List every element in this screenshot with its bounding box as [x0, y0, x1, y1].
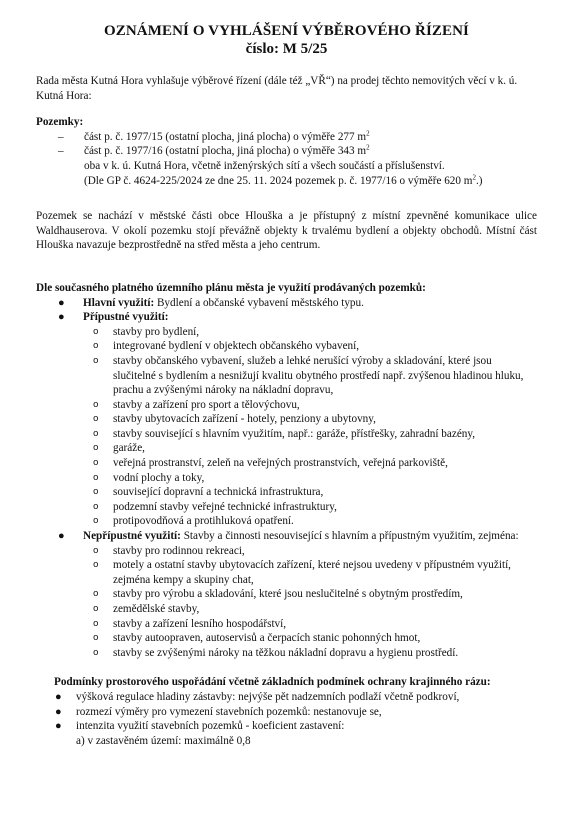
- forbidden-use-item: ● Nepřípustné využití: Stavby a činnosti nesouvisející s hlavním a přípustným využitím, zejména:: [58, 530, 519, 543]
- allowed-use-item: ● Přípustné využití:: [58, 311, 169, 324]
- bullet-icon: ●: [55, 690, 62, 703]
- document-number: číslo: M 5/25: [245, 41, 328, 57]
- circle-bullet-icon: o: [93, 341, 99, 352]
- conditions-list: [36, 690, 537, 734]
- list-item: o stavby a zařízení lesního hospodářství,: [93, 617, 287, 630]
- list-item: o garáže,: [93, 442, 145, 455]
- forbidden-use-list: [36, 544, 537, 661]
- plots-gp-note: (Dle GP č. 4624-225/2024 ze dne 25. 11. 2024 pozemek p. č. 1977/16 o výměře 620 $m^2$.): [84, 172, 483, 187]
- plot-item: – část p. č. 1977/16 (ostatní plocha, jiná plocha) o výměře 343 $m^2$: [58, 143, 370, 158]
- list-item: ● rozmezí výměry pro vymezení stavebních pozemků: nestanovuje se,: [55, 705, 382, 718]
- bullet-icon: ●: [58, 311, 65, 324]
- bullet-icon: ●: [55, 705, 62, 718]
- list-item: o stavby autoopraven, autoservisů a čerpacích stanic pohonných hmot,: [93, 632, 421, 645]
- list-item: o podzemní stavby veřejné technické infrastruktury,: [93, 500, 337, 513]
- document-title: OZNÁMENÍ O VYHLÁŠENÍ VÝBĚROVÉHO ŘÍZENÍ: [104, 23, 469, 39]
- plots-note: oba v k. ú. Kutná Hora, včetně inženýrských sítí a všech součástí a příslušenství.: [84, 159, 445, 172]
- main-use-item: ● Hlavní využití: Bydlení a občanské vybavení městského typu.: [58, 296, 364, 309]
- circle-bullet-icon: o: [93, 443, 99, 454]
- intro-paragraph: Rada města Kutná Hora vyhlašuje výběrové řízení (dále též „VŘ“) na prodej těchto nemovitých věcí v k. ú. Kutná Hora:: [36, 75, 518, 102]
- list-item: ● intenzita využití stavebních pozemků - koeficient zastavení:: [55, 720, 345, 733]
- plots-heading: Pozemky:: [36, 116, 84, 129]
- dash-marker: –: [58, 145, 64, 158]
- circle-bullet-icon: o: [93, 647, 99, 658]
- plan-heading: Dle současného platného územního plánu města je využití prodávaných pozemků:: [36, 281, 426, 294]
- circle-bullet-icon: o: [93, 501, 99, 512]
- circle-bullet-icon: o: [93, 589, 99, 600]
- list-item: o stavby pro bydlení,: [93, 325, 200, 338]
- location-paragraph: Pozemek se nachází v městské části obce Hlouška a je přístupný z místní zpevněné komunikace ulice Waldhauserova. V okolí pozemku stojí převážně objekty k trvalému bydlení a objekty obchodů. Místní část Hlouška navazuje bezprostředně na střed města a jeho centrum.: [36, 210, 537, 252]
- bullet-icon: ●: [55, 720, 62, 733]
- circle-bullet-icon: o: [93, 472, 99, 483]
- list-item: o stavby související s hlavním využitím, např.: garáže, přístřešky, zahradní bazény,: [93, 427, 476, 440]
- list-item: o motely a ostatní stavby ubytovacích zařízení, které nejsou uvedeny v přípustném využití, zejména kempy a skupiny chat,: [93, 559, 511, 586]
- list-item: o stavby ubytovacích zařízení - hotely, penziony a ubytovny,: [93, 413, 376, 426]
- allowed-use-list: [36, 325, 537, 529]
- bullet-icon: ●: [58, 530, 65, 543]
- bullet-icon: ●: [58, 296, 65, 309]
- circle-bullet-icon: o: [93, 428, 99, 439]
- conditions-sub-item: a) v zastavěném území: maximálně 0,8: [76, 734, 251, 747]
- list-item: o zemědělské stavby,: [93, 603, 200, 615]
- list-item: o integrované bydlení v objektech občanského vybavení,: [93, 340, 360, 353]
- circle-bullet-icon: o: [93, 487, 99, 498]
- circle-bullet-icon: o: [93, 545, 99, 556]
- list-item: o stavby pro výrobu a skladování, které jsou neslučitelné s obytným prostředím,: [93, 588, 463, 601]
- circle-bullet-icon: o: [93, 414, 99, 425]
- list-item: o související dopravní a technická infrastruktura,: [93, 486, 324, 499]
- list-item: o vodní plochy a toky,: [93, 471, 205, 484]
- circle-bullet-icon: o: [93, 458, 99, 469]
- list-item: o stavby a zařízení pro sport a tělovýchovu,: [93, 398, 300, 411]
- circle-bullet-icon: o: [93, 618, 99, 629]
- circle-bullet-icon: o: [93, 516, 99, 527]
- circle-bullet-icon: o: [93, 604, 99, 614]
- list-item: o stavby pro rodinnou rekreaci,: [93, 544, 245, 557]
- list-item: o protipovodňová a protihluková opatření.: [93, 515, 294, 528]
- circle-bullet-icon: o: [93, 399, 99, 410]
- circle-bullet-icon: o: [93, 355, 99, 366]
- plot-item: – část p. č. 1977/15 (ostatní plocha, jiná plocha) o výměře 277 $m^2$: [58, 129, 370, 143]
- circle-bullet-icon: o: [93, 560, 99, 571]
- list-item: ● výšková regulace hladiny zástavby: nejvýše pět nadzemních podlaží včetně podkroví,: [55, 690, 460, 703]
- list-item: o veřejná prostranství, zeleň na veřejných prostranstvích, veřejná parkoviště,: [93, 457, 448, 470]
- conditions-heading: Podmínky prostorového uspořádání včetně základních podmínek ochrany krajinného rázu:: [54, 676, 491, 689]
- list-item: o stavby občanského vybavení, služeb a lehké nerušící výroby a skladování, které jsou slučitelné s bydlením a nesnižují kvalitu obytného prostředí např. zvýšenou hladinou hluku, prachu a zvýšenými nároky na nákladní dopravu,: [93, 354, 524, 397]
- dash-marker: –: [58, 130, 64, 143]
- circle-bullet-icon: o: [93, 326, 99, 337]
- circle-bullet-icon: o: [93, 633, 99, 644]
- list-item: o stavby se zvýšenými nároky na těžkou nákladní dopravu a hygienu prostředí.: [93, 646, 459, 659]
